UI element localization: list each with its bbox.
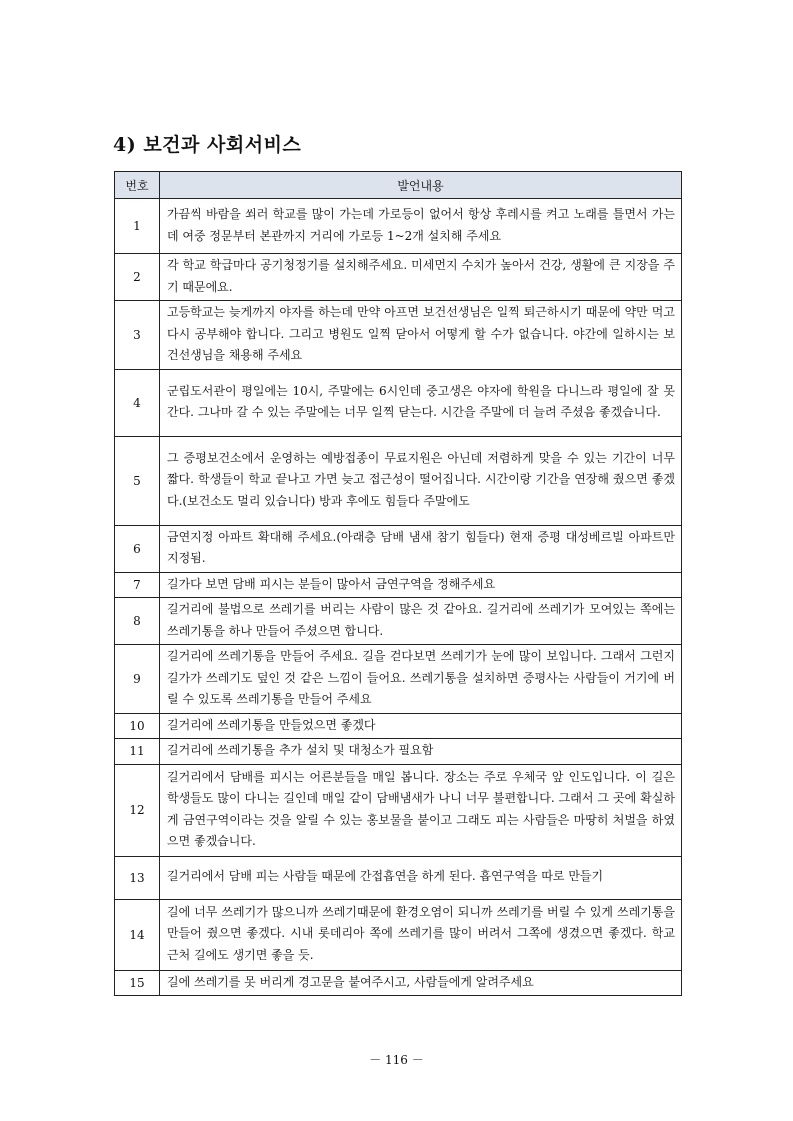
header-content: 발언내용 [160,172,682,199]
row-text: 가끔씩 바람을 쐬러 학교를 많이 가는데 가로등이 없어서 항상 후레시를 켜고 노래를 틀면서 가는데 여중 정문부터 본관까지 거리에 가로등 1~2개 설치해 주세요 [160,199,682,254]
row-text: 길에 쓰레기를 못 버리게 경고문을 붙여주시고, 사람들에게 알려주세요 [160,970,682,996]
table-row [115,436,682,525]
row-number: 11 [115,739,160,765]
table-row [115,572,682,598]
row-number: 9 [115,645,160,714]
row-text: 길가다 보면 담배 피시는 분들이 많아서 금연구역을 정해주세요 [160,572,682,598]
section-title: 4) 보건과 사회서비스 [113,134,302,156]
table-header-row [115,172,682,199]
row-text: 그 증평보건소에서 운영하는 예방접종이 무료지원은 아닌데 저렴하게 맞을 수 있는 기간이 너무 짧다. 학생들이 학교 끝나고 가면 늦고 접근성이 떨어집니다. 시간이랑 기간을 연장해 줬으면 좋겠다.(보건소도 멀리 있습니다) 방과 후에도 힘들다 주말에도 [160,436,682,525]
table-row [115,713,682,739]
table-row [115,369,682,436]
table-row [115,764,682,856]
table-row [115,199,682,254]
table-row [115,301,682,370]
row-text: 금연지정 아파트 확대해 주세요.(아래층 담배 냄새 참기 힘들다) 현재 증평 대성베르빌 아파트만 지정됨. [160,525,682,572]
row-text: 길거리에서 담배 피는 사람들 때문에 간접흡연을 하게 된다. 흡연구역을 따로 만들기 [160,856,682,899]
table-row [115,645,682,714]
table-row [115,739,682,765]
row-text: 길거리에 쓰레기통을 추가 설치 및 대청소가 필요함 [160,739,682,765]
row-number: 2 [115,254,160,301]
header-number: 번호 [115,172,160,199]
row-number: 15 [115,970,160,996]
row-number: 10 [115,713,160,739]
table-row [115,598,682,645]
row-text: 각 학교 학급마다 공기청정기를 설치해주세요. 미세먼지 수치가 높아서 건강, 생활에 큰 지장을 주기 때문에요. [160,254,682,301]
row-text: 고등학교는 늦게까지 야자를 하는데 만약 아프면 보건선생님은 일찍 퇴근하시기 때문에 약만 먹고 다시 공부해야 합니다. 그리고 병원도 일찍 닫아서 어떻게 할 수가 없습니다. 야간에 일하시는 보건선생님을 채용해 주세요 [160,301,682,370]
row-number: 1 [115,199,160,254]
row-text: 길거리에 쓰레기통을 만들었으면 좋겠다 [160,713,682,739]
row-number: 12 [115,764,160,856]
row-number: 8 [115,598,160,645]
row-number: 7 [115,572,160,598]
row-text: 길거리에 쓰레기통을 만들어 주세요. 길을 걷다보면 쓰레기가 눈에 많이 보입니다. 그래서 그런지 길가가 쓰레기도 덮인 것 같은 느낌이 들어요. 쓰레기통을 설치하면 증평사는 사람들이 거기에 버릴 수 있도록 쓰레기통을 만들어 주세요 [160,645,682,714]
row-number: 14 [115,899,160,970]
row-number: 13 [115,856,160,899]
proposals-table [114,171,682,996]
page-number: － 116 － [369,1053,424,1067]
row-text: 길에 너무 쓰레기가 많으니까 쓰레기때문에 환경오염이 되니까 쓰레기를 버릴 수 있게 쓰레기통을 만들어 줬으면 좋겠다. 시내 롯데리아 쪽에 쓰레기를 많이 버려서 그쪽에 생겼으면 좋겠다. 학교 근처 길에도 생기면 좋을 듯. [160,899,682,970]
row-text: 군립도서관이 평일에는 10시, 주말에는 6시인데 중고생은 야자에 학원을 다니느라 평일에 잘 못간다. 그나마 갈 수 있는 주말에는 너무 일찍 닫는다. 시간을 주말에 더 늘려 주셨음 좋겠습니다. [160,369,682,436]
row-number: 3 [115,301,160,370]
row-text: 길거리에 불법으로 쓰레기를 버리는 사람이 많은 것 같아요. 길거리에 쓰레기가 모여있는 쪽에는 쓰레기통을 하나 만들어 주셨으면 합니다. [160,598,682,645]
table-row [115,856,682,899]
table-row [115,970,682,996]
row-number: 5 [115,436,160,525]
table-row [115,899,682,970]
row-number: 6 [115,525,160,572]
row-number: 4 [115,369,160,436]
row-text: 길거리에서 담배를 피시는 어른분들을 매일 봅니다. 장소는 주로 우체국 앞 인도입니다. 이 길은 학생들도 많이 다니는 길인데 매일 같이 담배냄새가 나니 너무 불편합니다. 그래서 그 곳에 확실하게 금연구역이라는 것을 알릴 수 있는 홍보물을 붙이고 그래도 피는 사람들은 마땅히 처벌을 하였으면 좋겠습니다. [160,764,682,856]
table-row [115,525,682,572]
table-row [115,254,682,301]
